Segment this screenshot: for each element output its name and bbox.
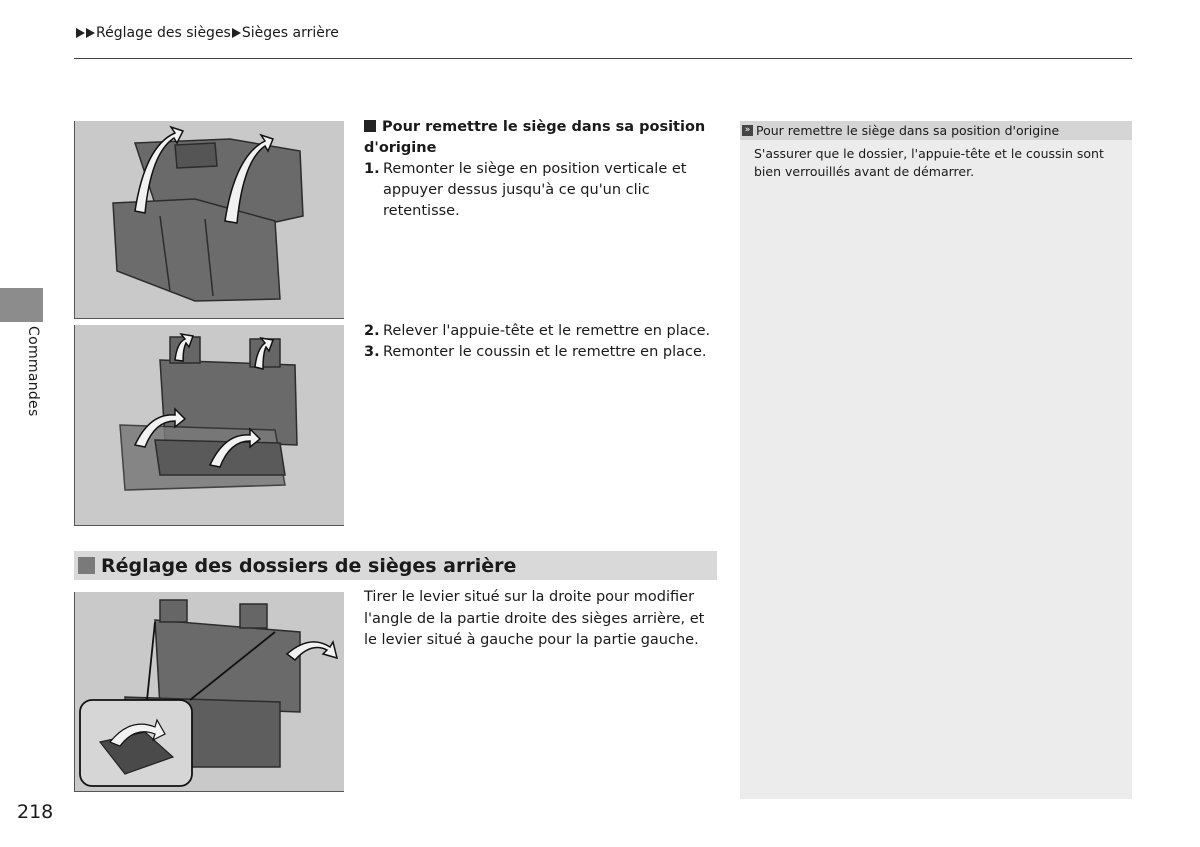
breadcrumb-arrow-icon [86,28,95,38]
section-title: Réglage des dossiers de sièges arrière [101,554,517,577]
header-divider [74,58,1132,59]
list-item: 2. Relever l'appuie-tête et le remettre en place. [364,323,711,339]
list-item: 1. Remonter le siège en position verticale et appuyer dessus jusqu'à ce qu'un clic retentisse. [364,161,687,219]
section-body: Tirer le levier situé sur la droite pour modifier l'angle de la partie droite des sièges arrière, et le levier situé à gauche pour la partie gauche. [364,589,705,648]
section-marker-icon [78,557,95,574]
heading-square-icon [364,120,376,132]
restore-steps-group-1 [364,159,714,222]
section-header [74,551,717,580]
note-title: » Pour remettre le siège dans sa position d'origine [740,121,1132,140]
side-tab-marker [0,288,43,322]
restore-steps-group-2 [364,321,714,363]
side-tab-label: Commandes [25,326,41,417]
breadcrumb-arrow-icon [76,28,85,38]
seatback-recline-illustration [74,592,344,792]
page-number: 218 [17,801,54,823]
breadcrumb [76,25,339,41]
headrest-cushion-illustration [74,325,344,526]
breadcrumb-arrow-icon [232,28,241,38]
list-item: 3. Remonter le coussin et le remettre en place. [364,344,707,360]
note-pointer-icon: » [742,125,753,136]
note-body: S'assurer que le dossier, l'appuie-tête et le coussin sont bien verrouillés avant de démarrer. [754,146,1104,179]
breadcrumb-item-rear-seats[interactable]: Sièges arrière [241,25,339,41]
restore-heading: Pour remettre le siège dans sa position d'origine [364,119,706,156]
note-panel [740,121,1132,799]
breadcrumb-item-seat-adjustment[interactable]: Réglage des sièges [96,25,231,41]
seat-fold-up-illustration [74,121,344,319]
